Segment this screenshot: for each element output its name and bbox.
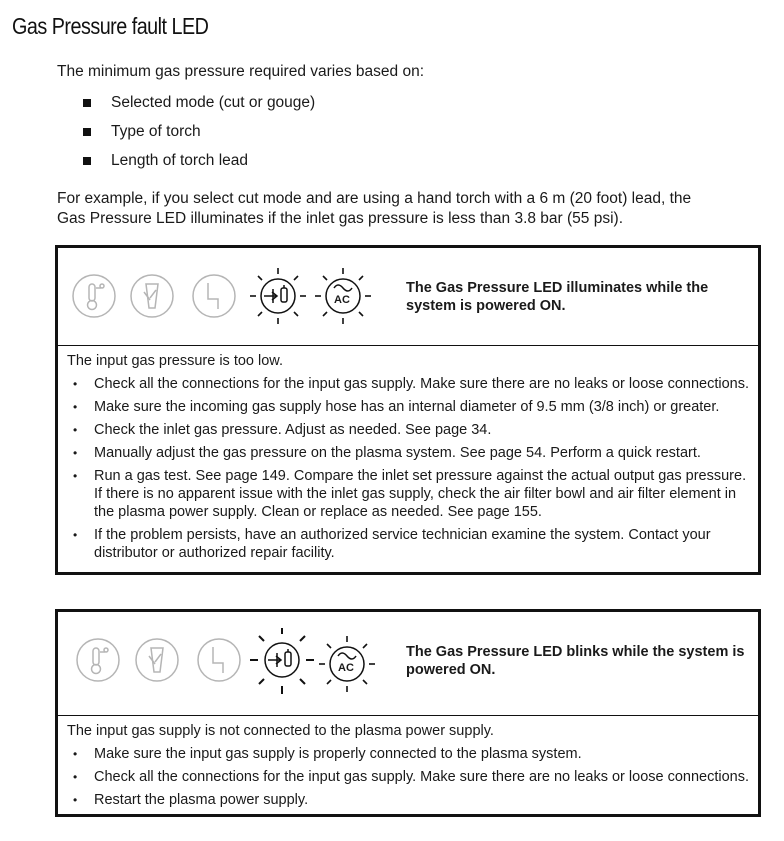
panel-body — [58, 716, 758, 809]
list-item — [67, 444, 750, 462]
fault-panel-illuminated — [55, 245, 761, 575]
step-text: Manually adjust the gas pressure on the plasma system. See page 54. Perform a quick restart. — [94, 445, 701, 461]
heading-line: system is powered ON. — [406, 298, 566, 314]
list-item — [67, 745, 750, 763]
panel-heading — [406, 279, 756, 315]
panel-header — [58, 612, 758, 716]
step-text: distributor or authorized repair facility. — [94, 545, 335, 561]
gas-pressure-led-icon — [250, 268, 306, 324]
list-item — [67, 791, 750, 809]
list-item — [67, 375, 750, 393]
fault-panel-blinking — [55, 609, 761, 817]
step-text: the plasma power supply. Clean or replace as needed. See page 155. — [94, 504, 542, 520]
step-text: • If the problem persists, have an authorized service technician examine the system. Contact your — [94, 527, 711, 543]
cause-text: The input gas supply is not connected to the plasma power supply. — [67, 723, 494, 739]
panel-heading — [406, 643, 756, 679]
page-title: Gas Pressure fault LED — [12, 13, 209, 39]
step-text: If there is no apparent issue with the inlet gas supply, check the air filter bowl and air filter element in — [94, 486, 737, 502]
step-text: Check all the connections for the input gas supply. Make sure there are no leaks or loose connections. — [94, 769, 750, 785]
step-text: Check all the connections for the input gas supply. Make sure there are no leaks or loose connections. — [94, 376, 750, 392]
step-list — [67, 375, 750, 562]
list-item — [67, 421, 750, 439]
factor-list — [83, 92, 315, 179]
step-text: Check the inlet gas pressure. Adjust as needed. See page 34. — [94, 422, 492, 438]
list-item — [67, 768, 750, 786]
heading-line: powered ON. — [406, 662, 496, 678]
list-item: Type of torch — [83, 121, 315, 150]
list-item — [67, 526, 750, 562]
list-item: Length of torch lead — [83, 150, 315, 179]
example-paragraph — [57, 189, 757, 229]
list-item: Selected mode (cut or gouge) — [83, 92, 315, 121]
step-text: • Run a gas test. See page 149. Compare the inlet set pressure against the actual output gas pressure. — [94, 468, 747, 484]
temperature-led-icon — [73, 275, 115, 317]
heading-line: The Gas Pressure LED blinks while the system is — [406, 644, 745, 660]
cause-text: The input gas pressure is too low. — [67, 353, 284, 369]
fault-led-icon — [198, 639, 240, 681]
panel-header — [58, 248, 758, 346]
consumable-led-icon — [136, 639, 178, 681]
heading-line: The Gas Pressure LED illuminates while the — [406, 280, 709, 296]
example-line: For example, if you select cut mode and are using a hand torch with a 6 m (20 foot) lead, the — [57, 190, 692, 207]
consumable-led-icon — [131, 275, 173, 317]
panel-body — [58, 346, 758, 562]
temperature-led-icon — [77, 639, 119, 681]
ac-label: AC — [338, 662, 354, 674]
intro-text: The minimum gas pressure required varies based on: — [57, 63, 425, 80]
step-text: Make sure the incoming gas supply hose has an internal diameter of 9.5 mm (3/8 inch) or greater. — [94, 399, 720, 415]
ac-label: AC — [334, 294, 350, 306]
step-text: Make sure the input gas supply is properly connected to the plasma system. — [94, 746, 582, 762]
gas-pressure-led-blink-icon — [250, 628, 314, 694]
list-item — [67, 467, 750, 521]
led-icon-row — [68, 248, 398, 345]
fault-led-icon — [193, 275, 235, 317]
step-list — [67, 745, 750, 809]
led-icon-row — [68, 612, 398, 715]
example-line: Gas Pressure LED illuminates if the inlet gas pressure is less than 3.8 bar (55 psi). — [57, 210, 624, 227]
list-item — [67, 398, 750, 416]
step-text: Restart the plasma power supply. — [94, 792, 309, 808]
